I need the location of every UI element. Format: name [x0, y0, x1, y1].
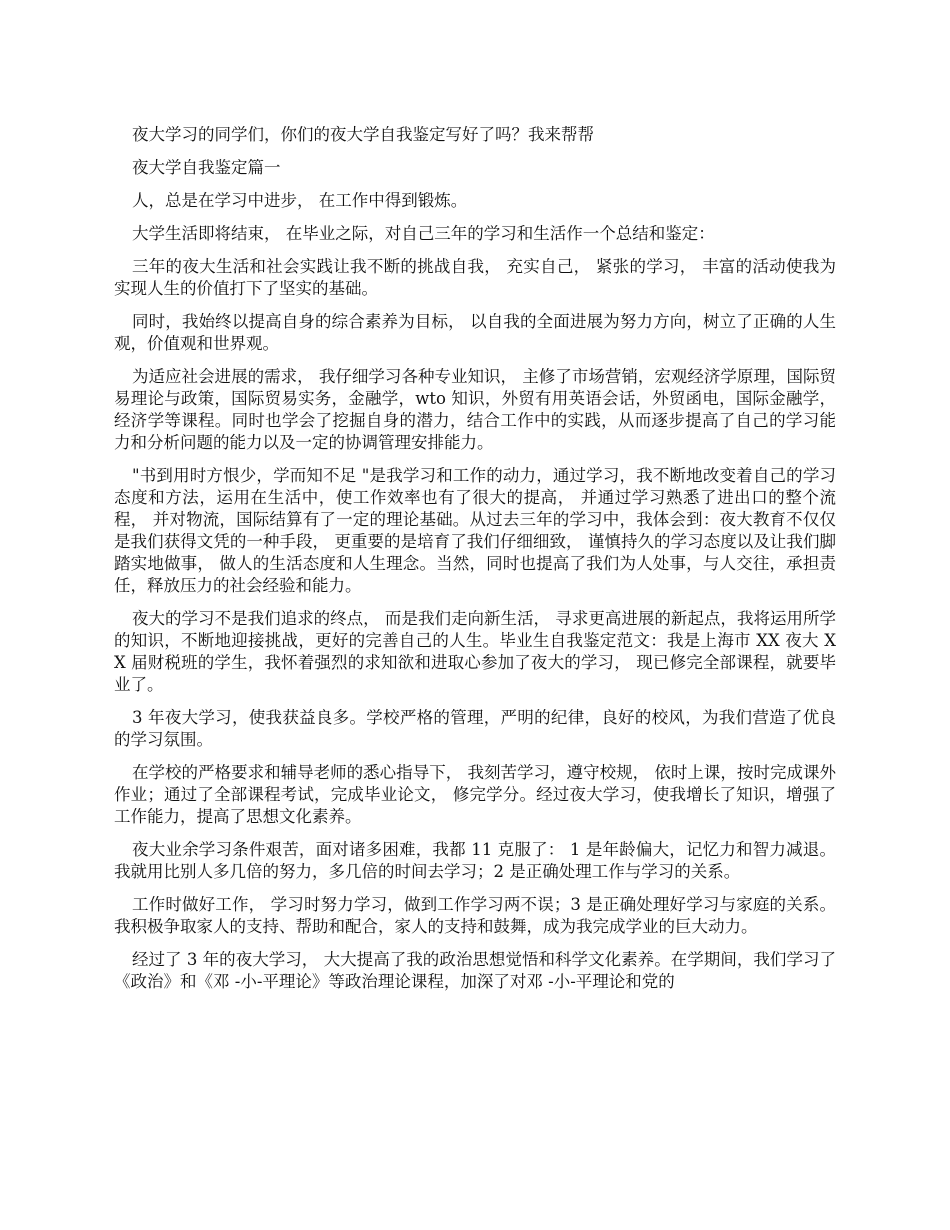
paragraph: 人，总是在学习中进步， 在工作中得到锻炼。: [132, 191, 468, 210]
paragraph: 三年的夜大生活和社会实践让我不断的挑战自我， 充实自己， 紧张的学习， 丰富的活动使我为实现人生的价值打下了坚实的基础。: [114, 257, 836, 298]
paragraph: 工作时做好工作， 学习时努力学习，做到工作学习两不误；3 是正确处理好学习与家庭的关系。我积极争取家人的支持、帮助和配合，家人的支持和鼓舞，成为我完成学业的巨大动力。: [114, 895, 836, 936]
paragraph: 为适应社会进展的需求， 我仔细学习各种专业知识， 主修了市场营销，宏观经济学原理，国际贸易理论与政策，国际贸易实务，金融学，wto 知识，外贸有用英语会话，外贸函电，国际金融学，经济学等课程。同时也学会了挖掘自身的潜力，结合工作中的实践，从而逐步提高了自己的学习能力和分析问题的能力以及一定的协调管理安排能力。: [114, 367, 836, 452]
paragraph: 同时，我始终以提高自身的综合素养为目标， 以自我的全面进展为努力方向，树立了正确的人生观，价值观和世界观。: [114, 312, 836, 353]
paragraph: 夜大业余学习条件艰苦，面对诸多困难，我都 11 克服了： 1 是年龄偏大，记忆力和智力减退。我就用比别人多几倍的努力，多几倍的时间去学习；2 是正确处理工作与学习的关系。: [114, 840, 836, 881]
paragraph: 夜大学习的同学们，你们的夜大学自我鉴定写好了吗？我来帮帮: [132, 125, 594, 144]
paragraph: 夜大的学习不是我们追求的终点， 而是我们走向新生活， 寻求更高进展的新起点，我将运用所学的知识，不断地迎接挑战，更好的完善自己的人生。毕业生自我鉴定范文：我是上海市 XX 夜大 XX 届财税班的学生，我怀着强烈的求知欲和进取心参加了夜大的学习， 现已修完全部课程，就要毕业了。: [114, 609, 836, 694]
paragraph: 经过了 3 年的夜大学习， 大大提高了我的政治思想觉悟和科学文化素养。在学期间，我们学习了《政治》和《邓 -小-平理论》等政治理论课程，加深了对邓 -小-平理论和党的: [114, 950, 836, 991]
section-heading: 夜大学自我鉴定篇一: [132, 158, 281, 177]
paragraph: 在学校的严格要求和辅导老师的悉心指导下， 我刻苦学习，遵守校规， 依时上课，按时完成课外作业；通过了全部课程考试，完成毕业论文， 修完学分。经过夜大学习，使我增长了知识，增强了工作能力，提高了思想文化素养。: [114, 763, 836, 826]
paragraph: 大学生活即将结束， 在毕业之际，对自己三年的学习和生活作一个总结和鉴定：: [132, 224, 715, 243]
paragraph: "书到用时方恨少，学而知不足 "是我学习和工作的动力，通过学习，我不断地改变着自己的学习态度和方法，运用在生活中，使工作效率也有了很大的提高， 并通过学习熟悉了进出口的整个流程， 并对物流，国际结算有了一定的理论基础。从过去三年的学习中，我体会到：夜大教育不仅仅是我们获得文凭的一种手段， 更重要的是培育了我们仔细细致， 谨慎持久的学习态度以及让我们脚踏实地做事， 做人的生活态度和人生理念。当然，同时也提高了我们为人处事，与人交往，承担责任，释放压力的社会经验和能力。: [114, 466, 836, 595]
paragraph: 3 年夜大学习，使我获益良多。学校严格的管理，严明的纪律，良好的校风，为我们营造了优良的学习氛围。: [114, 708, 836, 749]
